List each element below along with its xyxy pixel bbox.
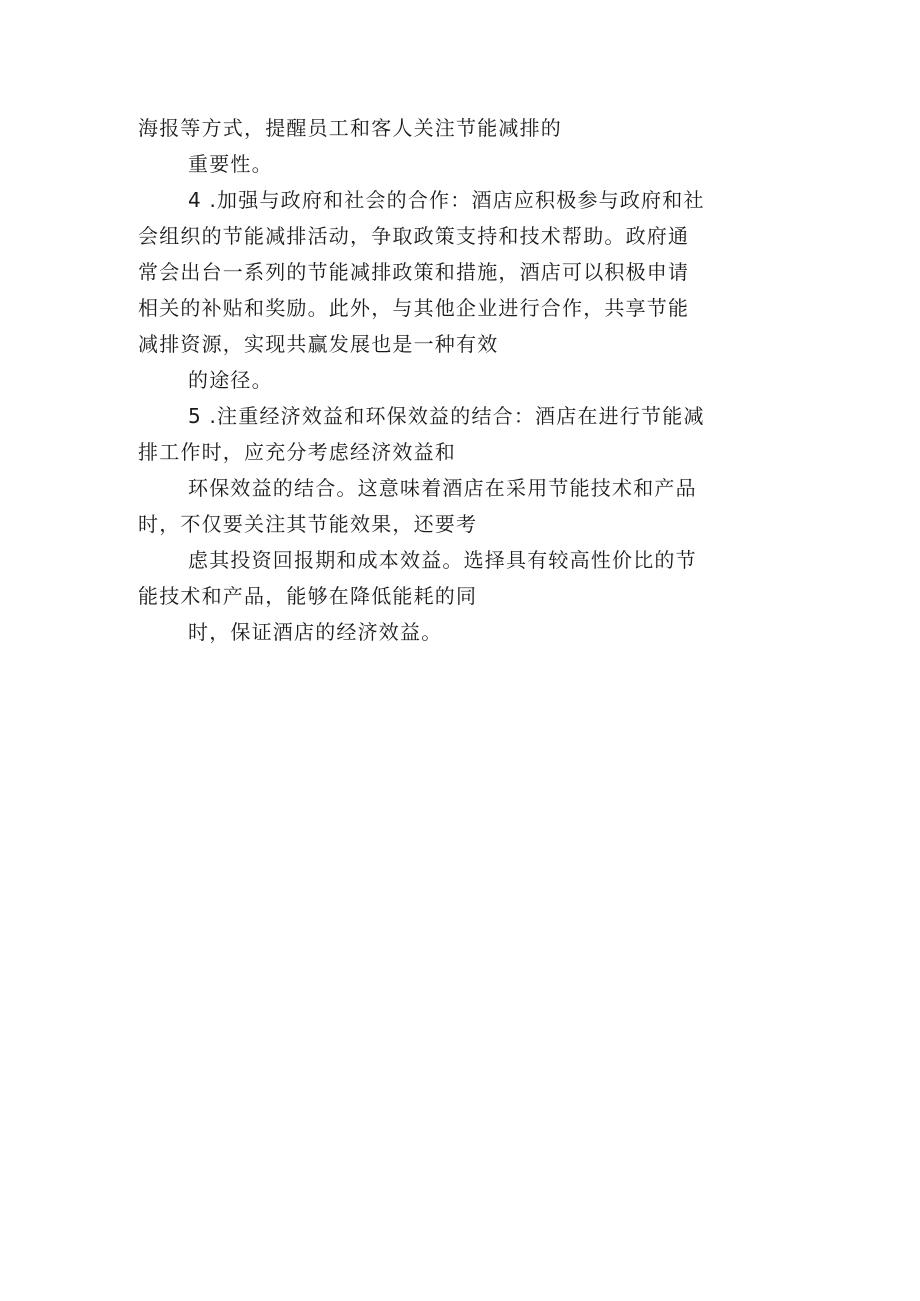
text-line-12: 时，不仅要关注其节能效果，还要考 [138, 512, 478, 536]
text-line-2: 重要性。 [188, 152, 273, 176]
text-line-11: 环保效益的结合。这意味着酒店在采用节能技术和产品 [188, 476, 697, 500]
body-text [138, 110, 788, 650]
text-line-10: 排工作时，应充分考虑经济效益和 [138, 440, 456, 464]
text-line-7: 减排资源，实现共赢发展也是一种有效 [138, 332, 499, 356]
text-line-9: 5 .注重经济效益和环保效益的结合：酒店在进行节能减 [188, 404, 705, 428]
text-line-8: 的途径。 [188, 368, 273, 392]
text-line-4: 会组织的节能减排活动，争取政策支持和技术帮助。政府通 [138, 224, 690, 248]
text-line-3: 4 .加强与政府和社会的合作：酒店应积极参与政府和社 [188, 188, 705, 212]
text-line-15: 时，保证酒店的经济效益。 [188, 620, 443, 644]
text-line-5: 常会出台一系列的节能减排政策和措施，酒店可以积极申请 [138, 260, 690, 284]
text-line-1: 海报等方式，提醒员工和客人关注节能减排的 [138, 116, 562, 140]
text-line-6: 相关的补贴和奖励。此外，与其他企业进行合作，共享节能 [138, 296, 690, 320]
text-line-14: 能技术和产品，能够在降低能耗的同 [138, 584, 478, 608]
text-line-13: 虑其投资回报期和成本效益。选择具有较高性价比的节 [188, 548, 697, 572]
